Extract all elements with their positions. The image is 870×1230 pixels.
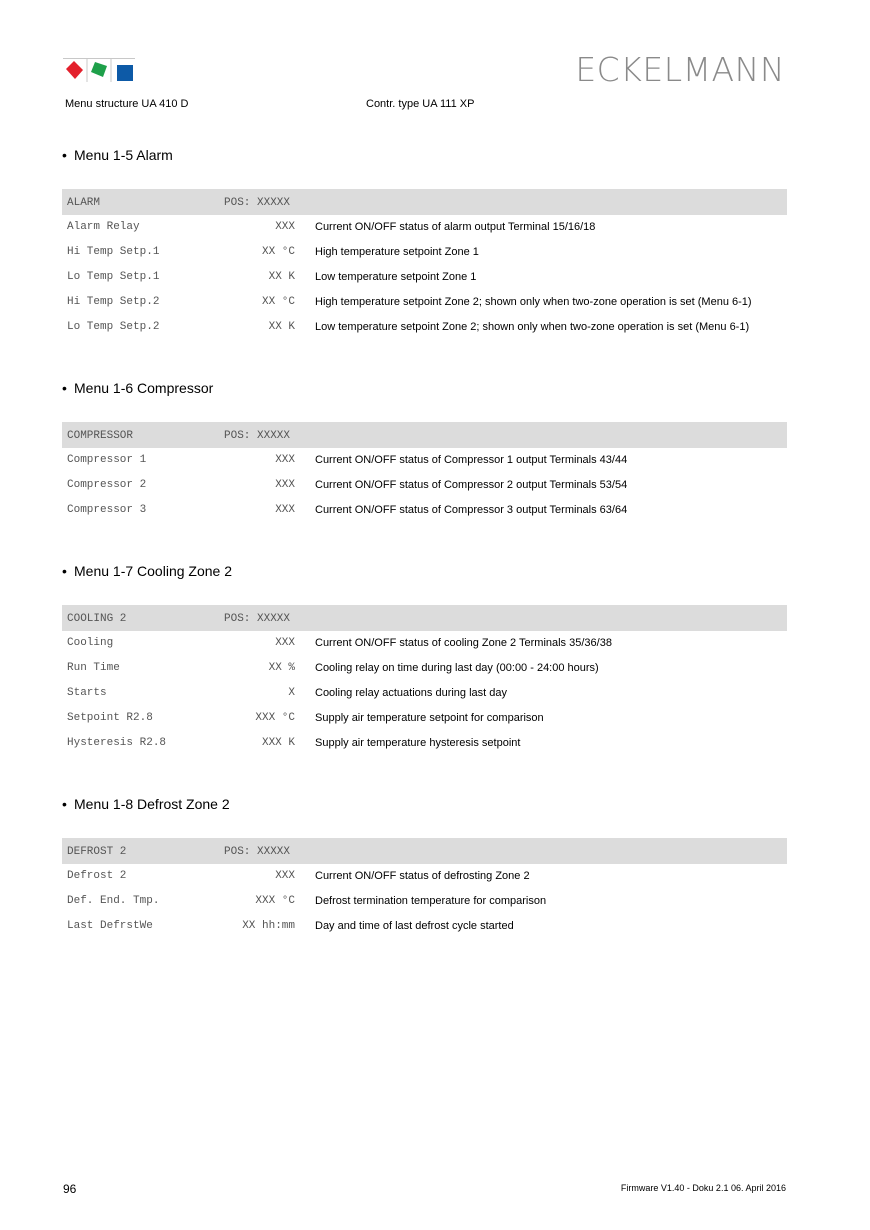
table-row: Lo Temp Setp.1 XX K Low temperature setpoint Zone 1 bbox=[67, 271, 477, 283]
table-row: Setpoint R2.8 XXX °C Supply air temperature setpoint for comparison bbox=[67, 712, 544, 724]
table-row: Compressor 1 XXX Current ON/OFF status of Compressor 1 output Terminals 43/44 bbox=[67, 454, 628, 466]
menu-table bbox=[62, 605, 787, 756]
table-header: COOLING 2 POS: XXXXX bbox=[62, 605, 787, 631]
table-row: Hi Temp Setp.2 XX °C High temperature setpoint Zone 2; shown only when two-zone operation is set (Menu 6-1) bbox=[67, 296, 752, 308]
table-row: Compressor 3 XXX Current ON/OFF status of Compressor 3 output Terminals 63/64 bbox=[67, 504, 628, 516]
table-row: Last DefrstWe XX hh:mm Day and time of last defrost cycle started bbox=[67, 920, 514, 932]
section-title: • Menu 1-5 Alarm bbox=[62, 147, 173, 163]
table-row: Run Time XX % Cooling relay on time during last day (00:00 - 24:00 hours) bbox=[67, 662, 599, 674]
table-header: DEFROST 2 POS: XXXXX bbox=[62, 838, 787, 864]
company-logo bbox=[63, 58, 135, 82]
table-row: Compressor 2 XXX Current ON/OFF status of Compressor 2 output Terminals 53/54 bbox=[67, 479, 628, 491]
page-number: 96 bbox=[63, 1182, 77, 1196]
section-title: • Menu 1-7 Cooling Zone 2 bbox=[62, 563, 232, 579]
table-header: ALARM POS: XXXXX bbox=[62, 189, 787, 215]
footer-version: Firmware V1.40 - Doku 2.1 06. April 2016 bbox=[620, 1183, 786, 1193]
section-title: • Menu 1-6 Compressor bbox=[62, 380, 214, 396]
table-row: Defrost 2 XXX Current ON/OFF status of defrosting Zone 2 bbox=[67, 870, 530, 882]
table-row: Hi Temp Setp.1 XX °C High temperature setpoint Zone 1 bbox=[67, 246, 479, 258]
table-row: Starts X Cooling relay actuations during last day bbox=[67, 687, 508, 699]
section-alarm bbox=[62, 146, 787, 340]
table-header: COMPRESSOR POS: XXXXX bbox=[62, 422, 787, 448]
table-row: Def. End. Tmp. XXX °C Defrost termination temperature for comparison bbox=[67, 895, 547, 907]
controller-type-label: Contr. type UA 111 XP bbox=[366, 98, 475, 110]
section-title: • Menu 1-8 Defrost Zone 2 bbox=[62, 796, 230, 812]
brand-name: ECKELMANN bbox=[575, 50, 785, 89]
table-row: Hysteresis R2.8 XXX K Supply air temperature hysteresis setpoint bbox=[67, 737, 521, 749]
menu-table bbox=[62, 838, 787, 939]
section-compressor bbox=[62, 379, 787, 523]
section-cooling-zone-2 bbox=[62, 562, 787, 756]
table-row: Cooling XXX Current ON/OFF status of cooling Zone 2 Terminals 35/36/38 bbox=[67, 637, 612, 649]
section-defrost-zone-2 bbox=[62, 795, 787, 939]
logo-blue-square bbox=[117, 65, 133, 81]
menu-table bbox=[62, 422, 787, 523]
menu-table bbox=[62, 189, 787, 340]
table-row: Alarm Relay XXX Current ON/OFF status of alarm output Terminal 15/16/18 bbox=[67, 221, 596, 233]
menu-structure-label: Menu structure UA 410 D bbox=[65, 98, 189, 110]
table-row: Lo Temp Setp.2 XX K Low temperature setpoint Zone 2; shown only when two-zone operation is set (Menu 6-1) bbox=[67, 321, 750, 333]
